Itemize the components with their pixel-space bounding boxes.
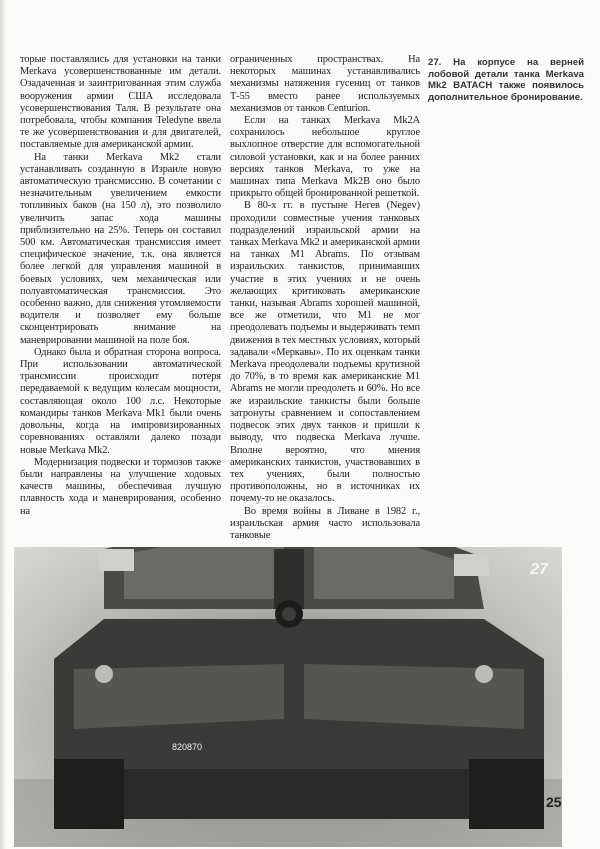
tank-photo — [14, 547, 562, 847]
page-spine-shadow — [0, 0, 6, 849]
hull-number: 820870 — [172, 742, 203, 752]
paragraph: Однако была и обратная сторона вопроса. При использовании автоматической трансмиссии происходит потеря передаваемой к ведущим колесам мощности, составляющая около 100 л.с. Некоторые командиры танков Merkava Mk1 были очень довольны, когда на импровизированных соревнованиях оставляли далеко позади новые Merkava Mk2. — [20, 346, 221, 456]
page-number: 25 — [546, 794, 562, 810]
photo-caption: 27. На корпусе на верней лобовой детали танка Merkava Mk2 BATACH также появилось дополнительное бронирование. — [428, 57, 584, 103]
tank-illustration — [14, 547, 562, 847]
paragraph: торые поставлялись для установки на танки Merkava усовершенствованные им детали. Озадаченная и заинтригованная этим служба вооружения армии США исследовала усовершенствования Таля. В результате она потребовала, чтобы компания Teledyne ввела те же усовершенствования и для двигателей, поставляемые для американской армии. — [20, 54, 221, 151]
photo-number: 27 — [530, 561, 548, 578]
paragraph: Модернизация подвески и тормозов также были направлены на улучшение ходовых качеств машины, обеспечивая лучшую плавность хода и маневрирования, особенно на — [20, 456, 221, 517]
paragraph: Во время войны в Ливане в 1982 г., израильская армия часто использовала танковые — [230, 505, 420, 541]
text-column-2 — [230, 54, 420, 542]
paragraph: Если на танках Merkava Mk2A сохранилось небольшое круглое выхлопное отверстие для вспомогательной силовой установки, как и на более ранних версиях танков Merkava, то уже на машинах типа Merkava Mk2B оно было прикрыто общей бронированной решеткой. — [230, 115, 420, 200]
paragraph: В 80-х гг. в пустыне Негев (Negev) проходили совместные учения танковых подразделений израильской армии на танках Merkava Mk2 и американской армии на танках M1 Abrams. По отзывам израильских танкистов, принимавших участие в этих учениях и не очень желающих критиковать американские танки, называя Abrams хорошей машиной, все же отметили, что M1 не мог преодолевать подъемы и выдерживать темп движения в тех местных условиях, который задавали «Меркавы». По их оценкам танки Merkava преодолевали подъемы крутизной до 70%, в то время как американские M1 Abrams не могли преодолеть и 60%. Но все же израильские танкисты были больше затронуты сравнением и сопоставлением подвесок этих двух танков и пришли к выводу, что подвеска Merkava лучше. Вполне вероятно, что мнения американских танкистов, участвовавших в тех учениях, были полностью противоположны, но в источниках их почему-то не оказалось. — [230, 200, 420, 505]
text-column-1 — [20, 54, 221, 518]
paragraph: ограниченных пространствах. На некоторых машинах устанавливались механизмы натяжения гусениц от танков Т-55 вместо ранее используемых механизмов от танков Centurion. — [230, 54, 420, 114]
paragraph: На танки Merkava Mk2 стали устанавливать созданную в Израиле новую автоматическую трансмиссию. В сочетании с незначительным увеличением емкости топливных баков (на 150 л), это позволило увеличить запас хода машины приблизительно на 25%. Теперь он составил 500 км. Автоматическая трансмиссия имеет специфическое значение, т.к. она является более легкой для управления машиной в боевых условиях, чем механическая или полуавтоматическая трансмиссия. Это особенно важно, для снижения утомляемости водителя и позволяет ему больше сконцентрировать внимание на маневрировании машиной на поле боя. — [20, 151, 221, 346]
